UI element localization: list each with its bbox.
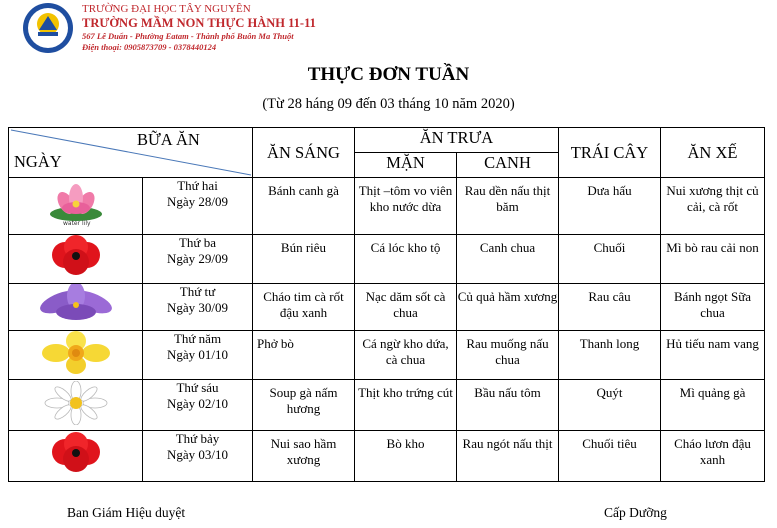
weekday-label: Thứ năm bbox=[173, 331, 222, 346]
soup-cell: Rau ngót nấu thịt bbox=[457, 431, 559, 482]
crocus-icon bbox=[9, 284, 143, 331]
fruit-cell: Quýt bbox=[559, 380, 661, 431]
weekday-label: Thứ bảy bbox=[175, 431, 220, 446]
date-label: Ngày 28/09 bbox=[166, 194, 229, 209]
header-snack: ĂN XẾ bbox=[661, 128, 765, 178]
school-logo bbox=[22, 2, 74, 54]
header-lunch-savory: MẶN bbox=[355, 153, 457, 178]
snack-cell: Nui xương thịt củ cải, cà rốt bbox=[661, 178, 765, 235]
fruit-cell: Thanh long bbox=[559, 331, 661, 380]
savory-cell: Thịt kho trứng cút bbox=[355, 380, 457, 431]
school-address: 567 Lê Duẩn - Phường Eatam - Thành phố Buôn Ma Thuột bbox=[82, 31, 294, 41]
poppy-icon bbox=[9, 235, 143, 284]
water-lily-icon bbox=[9, 178, 143, 235]
university-name: TRƯỜNG ĐẠI HỌC TÂY NGUYÊN bbox=[82, 3, 251, 15]
table-row bbox=[9, 331, 765, 380]
table-row bbox=[9, 178, 765, 235]
date-label: Ngày 29/09 bbox=[166, 251, 229, 266]
breakfast-cell: Soup gà nấm hương bbox=[253, 380, 355, 431]
savory-cell: Cá ngừ kho dứa, cà chua bbox=[355, 331, 457, 380]
date-label: Ngày 03/10 bbox=[166, 447, 229, 462]
day-cell bbox=[143, 235, 253, 284]
snack-cell: Bánh ngọt Sữa chua bbox=[661, 284, 765, 331]
table-row bbox=[9, 284, 765, 331]
savory-cell: Thịt –tôm vo viên kho nước dừa bbox=[355, 178, 457, 235]
soup-cell: Bầu nấu tôm bbox=[457, 380, 559, 431]
day-cell bbox=[143, 284, 253, 331]
day-cell bbox=[143, 331, 253, 380]
water-lily-caption: water lily bbox=[62, 220, 91, 227]
weekday-label: Thứ tư bbox=[179, 284, 216, 299]
fruit-cell: Chuối tiêu bbox=[559, 431, 661, 482]
page-subtitle: (Từ 28 háng 09 đến 03 tháng 10 năm 2020) bbox=[262, 96, 515, 112]
header-corner-cell bbox=[9, 128, 253, 178]
snack-cell: Mì quảng gà bbox=[661, 380, 765, 431]
breakfast-cell: Nui sao hầm xương bbox=[253, 431, 355, 482]
fruit-cell: Dưa hấu bbox=[559, 178, 661, 235]
soup-cell: Rau dền nấu thịt băm bbox=[457, 178, 559, 235]
weekday-label: Thứ hai bbox=[177, 178, 218, 193]
breakfast-cell: Phở bò bbox=[253, 331, 355, 380]
weekday-label: Thứ ba bbox=[178, 235, 216, 250]
day-cell bbox=[143, 380, 253, 431]
school-name: TRƯỜNG MẦM NON THỰC HÀNH 11-11 bbox=[82, 16, 316, 30]
day-cell bbox=[143, 178, 253, 235]
day-cell bbox=[143, 431, 253, 482]
header-fruit: TRÁI CÂY bbox=[559, 128, 661, 178]
soup-cell: Củ quả hầm xương bbox=[457, 284, 559, 331]
page-title: THỰC ĐƠN TUẦN bbox=[307, 64, 470, 85]
date-label: Ngày 01/10 bbox=[166, 347, 229, 362]
soup-cell: Rau muống nấu chua bbox=[457, 331, 559, 380]
table-row bbox=[9, 380, 765, 431]
soup-cell: Canh chua bbox=[457, 235, 559, 284]
header-meal-label: BỮA ĂN bbox=[137, 130, 200, 149]
header-breakfast: ĂN SÁNG bbox=[253, 128, 355, 178]
weekly-menu-table bbox=[8, 127, 765, 482]
snack-cell: Cháo lươn đậu xanh bbox=[661, 431, 765, 482]
daisy-icon bbox=[9, 380, 143, 431]
daffodil-icon bbox=[9, 331, 143, 380]
school-phone: Điện thoại: 0905873709 - 0378440124 bbox=[82, 42, 217, 52]
fruit-cell: Chuối bbox=[559, 235, 661, 284]
savory-cell: Nạc dăm sốt cà chua bbox=[355, 284, 457, 331]
table-row bbox=[9, 235, 765, 284]
breakfast-cell: Cháo tim cà rốt đậu xanh bbox=[253, 284, 355, 331]
breakfast-cell: Bánh canh gà bbox=[253, 178, 355, 235]
cook-signature-label: Cấp Dưỡng bbox=[604, 505, 667, 520]
fruit-cell: Rau câu bbox=[559, 284, 661, 331]
header-day-label: NGÀY bbox=[14, 152, 62, 171]
date-label: Ngày 30/09 bbox=[166, 300, 229, 315]
table-row bbox=[9, 431, 765, 482]
weekday-label: Thứ sáu bbox=[176, 380, 219, 395]
savory-cell: Bò kho bbox=[355, 431, 457, 482]
header-lunch-soup: CANH bbox=[457, 153, 559, 178]
date-label: Ngày 02/10 bbox=[166, 396, 229, 411]
principal-approval-label: Ban Giám Hiệu duyệt bbox=[67, 505, 186, 520]
snack-cell: Hủ tiếu nam vang bbox=[661, 331, 765, 380]
savory-cell: Cá lóc kho tộ bbox=[355, 235, 457, 284]
poppy-icon bbox=[9, 431, 143, 482]
snack-cell: Mì bò rau cải non bbox=[661, 235, 765, 284]
breakfast-cell: Bún riêu bbox=[253, 235, 355, 284]
header-lunch: ĂN TRƯA bbox=[355, 128, 559, 153]
